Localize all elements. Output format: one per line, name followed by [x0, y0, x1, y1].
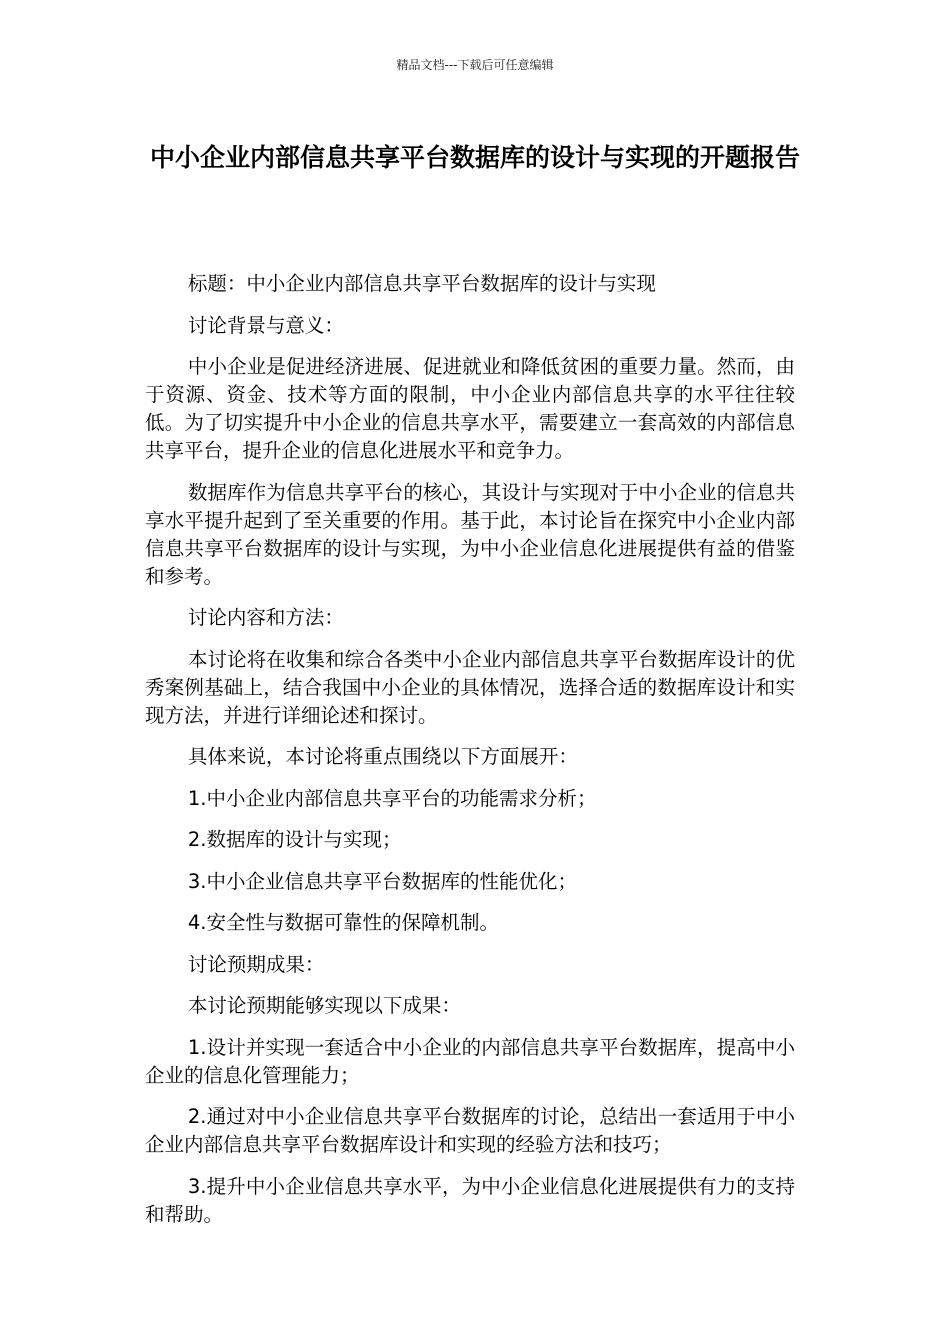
document-title: 中小企业内部信息共享平台数据库的设计与实现的开题报告 [149, 143, 800, 172]
list-item-focus-2: 2.数据库的设计与实现； [187, 828, 402, 851]
paragraph-method: 本讨论将在收集和综合各类中小企业内部信息共享平台数据库设计的优秀案例基础上，结合我国中小企业的具体情况，选择合适的数据库设计和实现方法，并进行详细论述和探讨。 [145, 647, 795, 727]
list-item-result-2: 2.通过对中小企业信息共享平台数据库的讨论，总结出一套适用于中小企业内部信息共享平台数据库设计和实现的经验方法和技巧； [145, 1105, 795, 1156]
list-item-focus-1: 1.中小企业内部信息共享平台的功能需求分析； [187, 786, 597, 810]
paragraph-background: 中小企业是促进经济进展、促进就业和降低贫困的重要力量。然而，由于资源、资金、技术等方面的限制，中小企业内部信息共享的水平往往较低。为了切实提升中小企业的信息共享水平，需要建立一套高效的内部信息共享平台，提升企业的信息化进展水平和竞争力。 [145, 355, 795, 462]
list-item-result-1: 1.设计并实现一套适合中小企业的内部信息共享平台数据库，提高中小企业的信息化管理能力； [145, 1035, 795, 1087]
list-item-focus-4: 4.安全性与数据可靠性的保障机制。 [187, 911, 499, 934]
heading-background: 讨论背景与意义： [187, 313, 344, 337]
paragraph-focus-intro: 具体来说，本讨论将重点围绕以下方面展开： [187, 745, 578, 768]
heading-expected-results: 讨论预期成果： [187, 952, 325, 976]
paragraph-topic: 标题：中小企业内部信息共享平台数据库的设计与实现 [187, 272, 656, 295]
heading-content-method: 讨论内容和方法： [187, 606, 344, 629]
paragraph-results-intro: 本讨论预期能够实现以下成果： [187, 994, 461, 1017]
document-body [145, 270, 795, 1242]
page-header: 精品文档---下载后可任意编辑 [396, 58, 554, 72]
list-item-result-3: 3.提升中小企业信息共享水平，为中小企业信息化进展提供有力的支持和帮助。 [145, 1174, 795, 1226]
paragraph-database-core: 数据库作为信息共享平台的核心，其设计与实现对于中小企业的信息共享水平提升起到了至关重要的作用。基于此，本讨论旨在探究中小企业内部信息共享平台数据库的设计与实现，为中小企业信息化进展提供有益的借鉴和参考。 [145, 480, 795, 588]
list-item-focus-3: 3.中小企业信息共享平台数据库的性能优化； [187, 869, 577, 893]
